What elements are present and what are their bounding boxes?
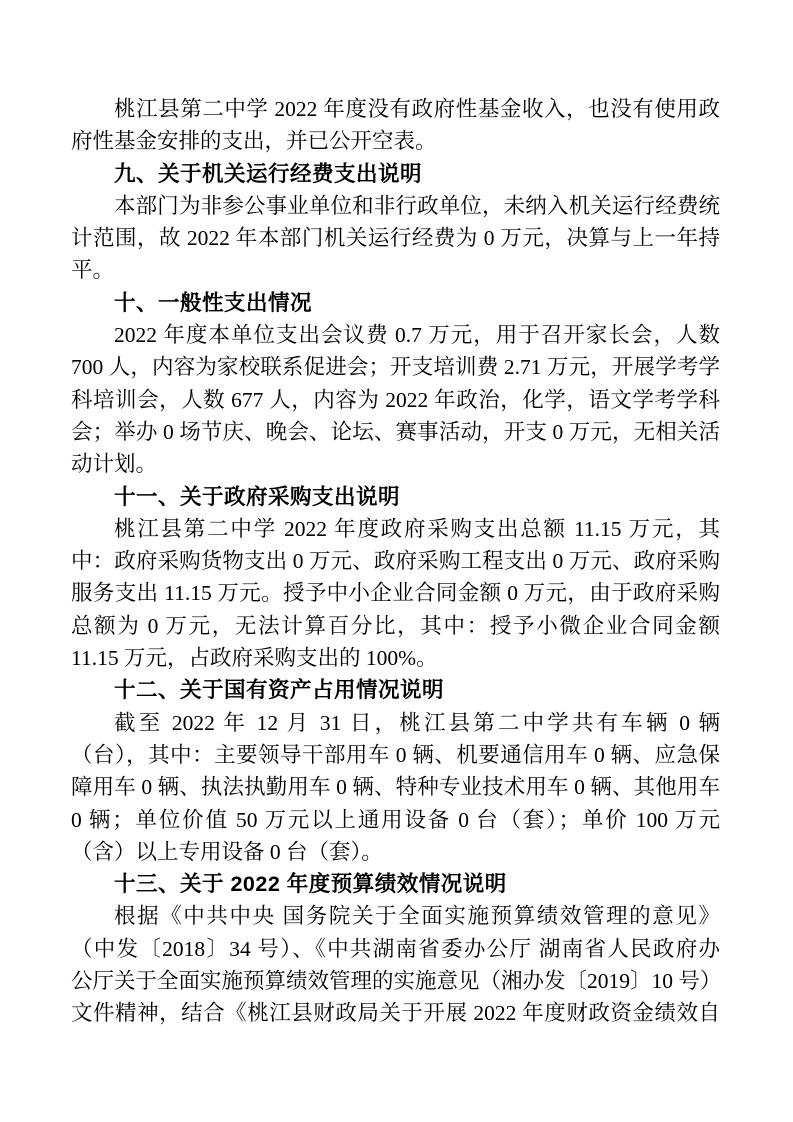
body-text-line: 中：政府采购货物支出 0 万元、政府采购工程支出 0 万元、政府采购 (71, 549, 720, 574)
body-text-line: 文件精神，结合《桃江县财政局关于开展 2022 年度财政资金绩效自 (71, 1001, 720, 1026)
body-text-line: 桃江县第二中学 2022 年度没有政府性基金收入，也没有使用政 (114, 97, 720, 121)
body-text-line: 本部门为非参公事业单位和非行政单位，未纳入机关运行经费统 (114, 193, 720, 218)
body-text-line: （台），其中：主要领导干部用车 0 辆、机要通信用车 0 辆、应急保 (71, 742, 720, 767)
body-text-line: 平。 (71, 258, 115, 283)
section-heading: 十二、关于国有资产占用情况说明 (114, 678, 445, 703)
section-heading: 十三、关于 2022 年度预算绩效情况说明 (114, 872, 507, 897)
body-text-line: 总额为 0 万元，无法计算百分比，其中：授予小微企业合同金额 (71, 613, 720, 638)
body-text-line: （含）以上专用设备 0 台（套）。 (71, 839, 383, 864)
body-text-line: 11.15 万元，占政府采购支出的 100%。 (71, 646, 438, 671)
section-heading: 九、关于机关运行经费支出说明 (114, 161, 423, 186)
body-text-line: 700 人，内容为家校联系促进会；开支培训费 2.71 万元，开展学考学 (71, 355, 720, 380)
body-text-line: 会；举办 0 场节庆、晚会、论坛、赛事活动，开支 0 万元，无相关活 (71, 419, 720, 444)
body-text-line: 根据《中共中央 国务院关于全面实施预算绩效管理的意见》 (114, 904, 720, 929)
section-heading: 十一、关于政府采购支出说明 (114, 484, 401, 509)
body-text-line: 0 辆；单位价值 50 万元以上通用设备 0 台（套）；单价 100 万元 (71, 807, 720, 832)
body-text-line: 障用车 0 辆、执法执勤用车 0 辆、特种专业技术用车 0 辆、其他用车 (71, 775, 720, 800)
body-text-line: 2022 年度本单位支出会议费 0.7 万元，用于召开家长会，人数 (114, 323, 720, 348)
document-body (71, 93, 720, 1030)
body-text-line: 服务支出 11.15 万元。授予中小企业合同金额 0 万元，由于政府采购 (71, 581, 720, 606)
body-text-line: 动计划。 (71, 452, 158, 477)
body-text-line: 公厅关于全面实施预算绩效管理的实施意见（湘办发〔2019〕10 号） (71, 969, 722, 994)
section-heading: 十、一般性支出情况 (114, 290, 313, 315)
body-text-line: 府性基金安排的支出，并已公开空表。 (71, 129, 437, 154)
body-text-line: 截至 2022 年 12 月 31 日，桃江县第二中学共有车辆 0 辆 (114, 710, 720, 735)
body-text-line: 计范围，故 2022 年本部门机关运行经费为 0 万元，决算与上一年持 (71, 226, 720, 251)
body-text-line: 科培训会，人数 677 人，内容为 2022 年政治，化学，语文学考学科 (71, 387, 720, 412)
body-text-line: （中发〔2018〕34 号）、《中共湖南省委办公厅 湖南省人民政府办 (71, 936, 720, 961)
body-text-line: 桃江县第二中学 2022 年度政府采购支出总额 11.15 万元，其 (114, 516, 720, 541)
